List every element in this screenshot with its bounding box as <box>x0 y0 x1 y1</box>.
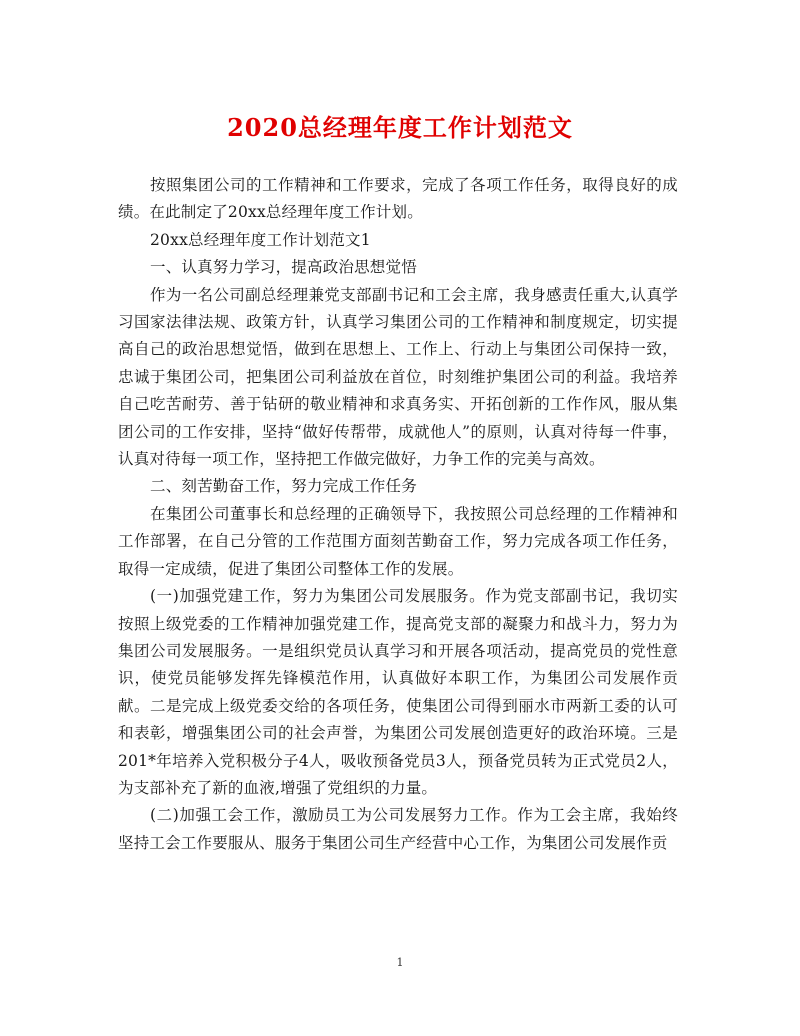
paragraph-section-1: 作为一名公司副总经理兼党支部副书记和工会主席，我身感责任重大,认真学习国家法律法规、政策方针，认真学习集团公司的工作精神和制度规定，切实提高自己的政治思想觉悟，做到在思想上、工作上、行动上与集团公司保持一致，忠诚于集团公司，把集团公司利益放在首位，时刻维护集团公司的利益。我培养自己吃苦耐劳、善于钻研的敬业精神和求真务实、开拓创新的工作作风，服从集团公司的工作安排，坚持“做好传帮带，成就他人”的原则，认真对待每一件事，认真对待每一项工作，坚持把工作做完做好，力争工作的完美与高效。 <box>118 285 678 469</box>
paragraph-intro: 按照集团公司的工作精神和工作要求，完成了各项工作任务，取得良好的成绩。在此制定了20xx总经理年度工作计划。 <box>118 176 678 222</box>
section-heading-2: 二、刻苦勤奋工作，努力完成工作任务 <box>150 477 417 496</box>
paragraph-subtitle: 20xx总经理年度工作计划范文1 <box>150 230 371 249</box>
section-heading-1: 一、认真努力学习，提高政治思想觉悟 <box>150 258 417 277</box>
page-number: 1 <box>396 956 404 969</box>
paragraph-union-work: (二)加强工会工作，激励员工为公司发展努力工作。作为工会主席，我始终坚持工会工作要服从、服务于集团公司生产经营中心工作，为集团公司发展作贡 <box>118 806 678 852</box>
paragraph-section-2: 在集团公司董事长和总经理的正确领导下，我按照公司总经理的工作精神和工作部署，在自己分管的工作范围方面刻苦勤奋工作，努力完成各项工作任务，取得一定成绩，促进了集团公司整体工作的发展。 <box>118 504 678 578</box>
paragraph-party-work: (一)加强党建工作，努力为集团公司发展服务。作为党支部副书记，我切实按照上级党委的工作精神加强党建工作，提高党支部的凝聚力和战斗力，努力为集团公司发展服务。一是组织党员认真学习和开展各项活动，提高党员的党性意识，使党员能够发挥先锋模范作用，认真做好本职工作，为集团公司发展作贡献。二是完成上级党委交给的各项任务，使集团公司得到丽水市两新工委的认可和表彰，增强集团公司的社会声誉，为集团公司发展创造更好的政治环境。三是201*年培养入党积极分子4人，吸收预备党员3人，预备党员转为正式党员2人，为支部补充了新的血液,增强了党组织的力量。 <box>118 587 678 797</box>
document-body <box>118 172 678 857</box>
document-title: 2020总经理年度工作计划范文 <box>227 113 573 142</box>
